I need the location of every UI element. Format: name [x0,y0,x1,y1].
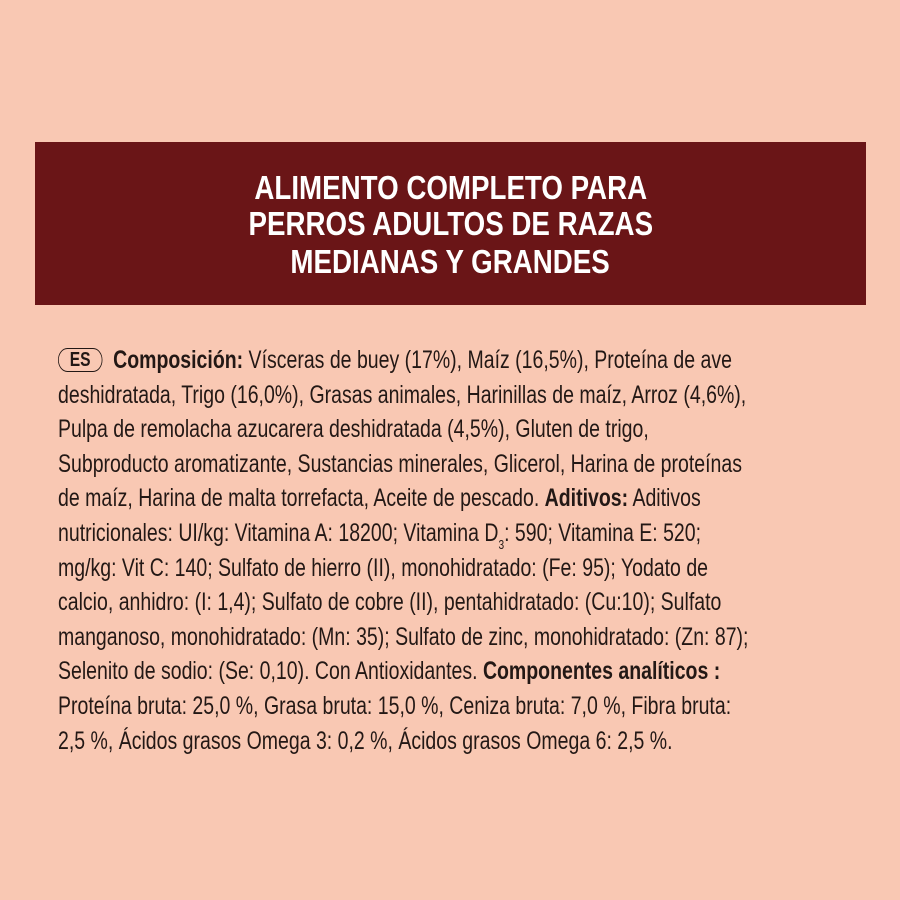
text-segment: manganoso, monohidratado: (Mn: 35); Sulfato de zinc, monohidratado: (Zn: 87); [58,622,749,651]
text-segment: Proteína bruta: 25,0 %, Grasa bruta: 15,0 %, Ceniza bruta: 7,0 %, Fibra bruta: [58,691,732,720]
title-text: PERROS ADULTOS DE RAZAS [248,205,653,242]
text-line [58,724,760,759]
text-line [58,516,760,551]
text-segment: Selenito de sodio: (Se: 0,10). Con Antioxidantes. [58,657,483,686]
text-segment: mg/kg: Vit C: 140; Sulfato de hierro (II), monohidratado: (Fe: 95); Yodato de [58,553,709,582]
text-segment: nutricionales: UI/kg: Vitamina A: 18200; Vitamina D [58,518,499,547]
text-line [58,620,760,655]
text-segment: Vísceras de buey (17%), Maíz (16,5%), Proteína de ave [243,346,732,374]
language-badge: ES [58,348,102,372]
text-line [58,689,760,724]
text-line [58,447,760,482]
text-line [58,343,760,378]
title-line-3 [35,243,866,281]
section-heading: Composición: [113,346,244,374]
composition-text [58,343,900,758]
text-segment: 2,5 %, Ácidos grasos Omega 3: 0,2 %, Ácidos grasos Omega 6: 2,5 %. [58,726,673,755]
title-line-2 [35,205,866,243]
text-segment: de maíz, Harina de malta torrefacta, Aceite de pescado. [58,484,545,513]
text-line [58,481,760,516]
section-heading: Aditivos: [544,484,629,513]
text-segment: Pulpa de remolacha azucarera deshidratada (4,5%), Gluten de trigo, [58,415,649,444]
section-heading: Componentes analíticos : [482,657,721,686]
text-segment: deshidratada, Trigo (16,0%), Grasas animales, Harinillas de maíz, Arroz (4,6%), [58,380,747,409]
text-line [58,412,760,447]
text-segment: calcio, anhidro: (I: 1,4); Sulfato de cobre (II), pentahidratado: (Cu:10); Sulfato [58,588,722,617]
title-banner [35,142,866,305]
text-line [58,585,760,620]
title-text: MEDIANAS Y GRANDES [290,243,611,280]
text-line [58,551,760,586]
text-line [58,654,760,689]
text-segment: : 590; Vitamina E: 520; [504,518,702,547]
text-segment: Subproducto aromatizante, Sustancias minerales, Glicerol, Harina de proteínas [58,449,742,478]
subscript: 3 [498,536,505,552]
title-line-1 [35,169,866,207]
text-line [58,378,760,413]
text-segment: Aditivos [628,484,701,513]
title-text: ALIMENTO COMPLETO PARA [254,169,647,206]
